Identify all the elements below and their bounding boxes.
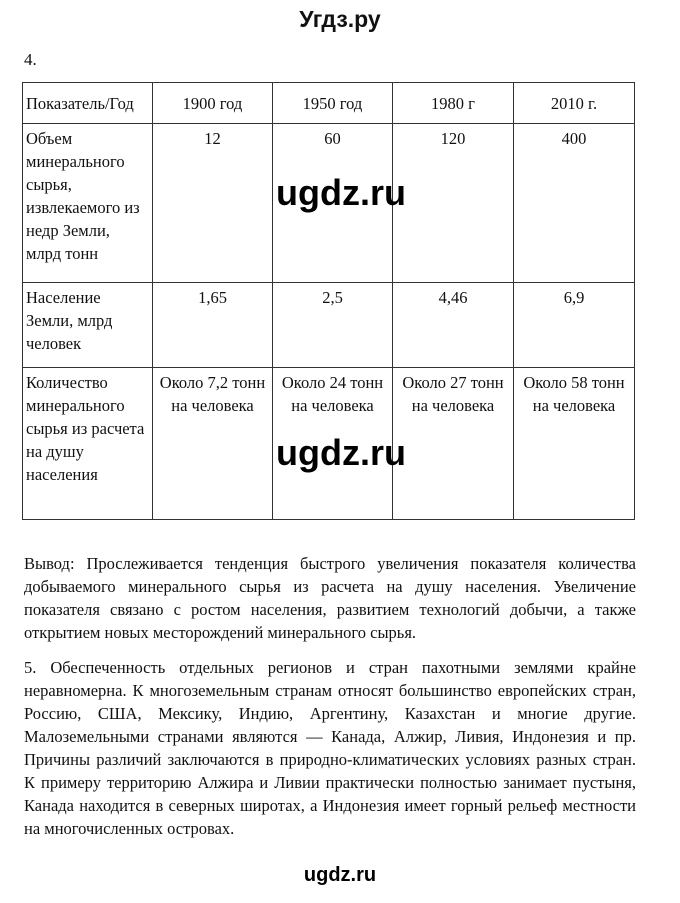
- table-cell: 4,46: [393, 283, 514, 368]
- table-cell: 60: [273, 124, 393, 283]
- watermark-footer: ugdz.ru: [303, 864, 377, 886]
- table-cell: Около 24 тонн на человека: [273, 368, 393, 520]
- header-cell-indicator: Показатель/Год: [23, 83, 153, 124]
- table-cell: 12: [153, 124, 273, 283]
- row-label: Объем минерального сырья, извлекаемого из недр Земли, млрд тонн: [23, 124, 153, 283]
- table-cell: 1,65: [153, 283, 273, 368]
- site-title: Угдз.ру: [299, 6, 381, 32]
- table-cell: Около 7,2 тонн на человека: [153, 368, 273, 520]
- conclusion-paragraph: Вывод: Прослеживается тенденция быстрого увеличения показателя количества добываемого минерального сырья из расчета на душу населения. Увеличение показателя связано с ростом населения, развитием технологий добычи, а также открытием новых месторождений минерального сырья.: [24, 554, 636, 642]
- table-cell: 2,5: [273, 283, 393, 368]
- table-cell: 6,9: [514, 283, 635, 368]
- row-label: Количество минерального сырья из расчета на душу населения: [23, 368, 153, 520]
- header-cell-year: 2010 г.: [514, 83, 635, 124]
- table-cell: Около 27 тонн на человека: [393, 368, 514, 520]
- header-cell-year: 1900 год: [153, 83, 273, 124]
- watermark: ugdz.ru: [276, 172, 406, 213]
- table-header-row: [23, 83, 635, 124]
- table-cell: Около 58 тонн на человека: [514, 368, 635, 520]
- table-cell: 120: [393, 124, 514, 283]
- row-label: Население Земли, млрд человек: [23, 283, 153, 368]
- table-row: [23, 283, 635, 368]
- section-5-paragraph: 5. Обеспеченность отдельных регионов и стран пахотными землями крайне неравномерна. К многоземельным странам относят большинство европейских стран, Россию, США, Мексику, Индию, Аргентину, Казахстан и многие другие. Малоземельными странами являются — Канада, Алжир, Ливия, Индонезия и пр. Причины различий заключаются в природно-климатических условиях разных стран. К примеру территорию Алжира и Ливии практически полностью занимает пустыня, Канада находится в северных широтах, а Индонезия имеет горный рельеф местности на многочисленных островах.: [24, 658, 636, 838]
- header-cell-year: 1950 год: [273, 83, 393, 124]
- watermark: ugdz.ru: [276, 432, 406, 473]
- section-number: 4.: [24, 50, 37, 69]
- header-cell-year: 1980 г: [393, 83, 514, 124]
- table-cell: 400: [514, 124, 635, 283]
